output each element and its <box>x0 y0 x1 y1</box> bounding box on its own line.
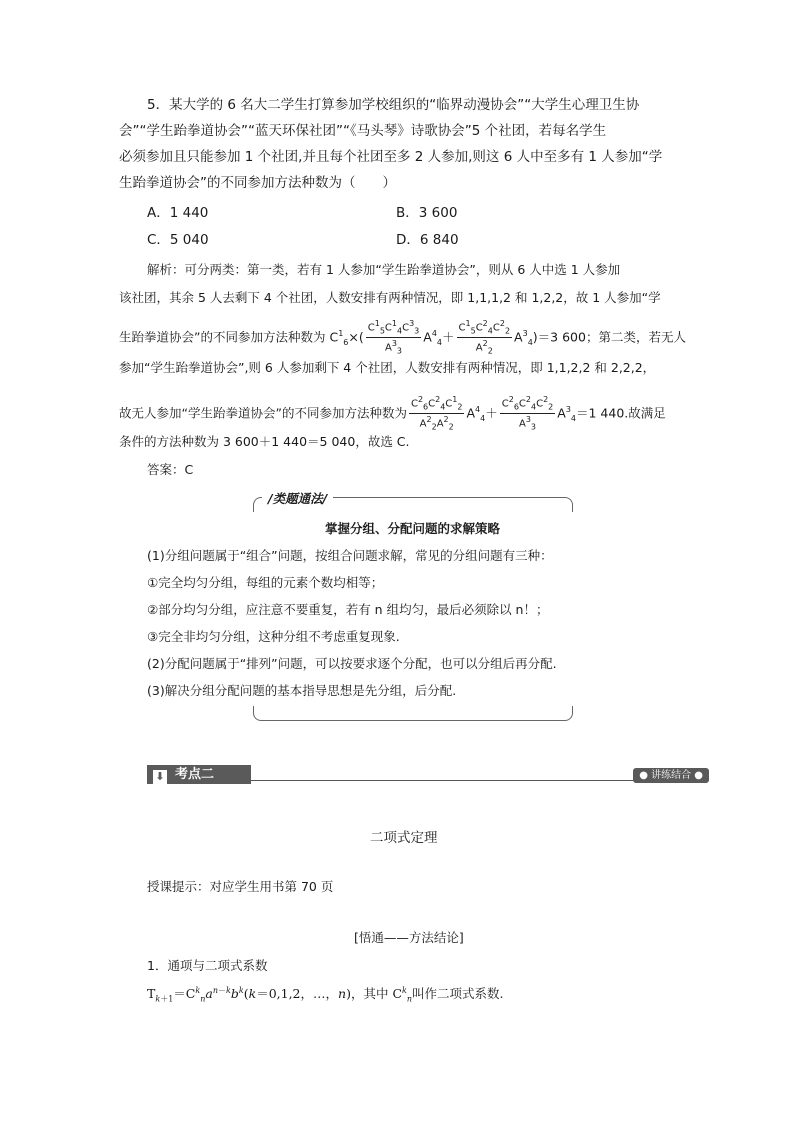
question-line-3: 必须参加且只能参加 1 个社团,并且每个社团至多 2 人参加,则这 6 人中至多有 1 人参加“学 <box>119 149 663 165</box>
solution-line-5-end: ＝1 440.故满足 <box>576 405 666 421</box>
solution-line-5-text: 故无人参加“学生跆拳道协会”的不同参加方法种数为 <box>119 405 407 421</box>
box-line-3: ②部分均匀分组，应注意不要重复，若有 n 组均匀，最后必须除以 n！； <box>147 602 549 617</box>
formula-t: T <box>147 986 156 1001</box>
fraction-3: $\frac{C^2_6C^2_4C^1_2}{A^2_2A^2_2}$ <box>410 395 463 432</box>
option-c: C．5 040 <box>147 232 209 248</box>
solution-line-1: 解析：可分两类：第一类，若有 1 人参加“学生跆拳道协会”，则从 6 人中选 1 人参加 <box>147 262 621 277</box>
answer: 答案：C <box>147 462 194 477</box>
box-line-1: (1)分组问题属于“组合”问题，按组合问题求解，常见的分组问题有三种： <box>147 548 553 563</box>
solution-line-3: 生跆拳道协会”的不同参加方法种数为 $C^1_6\times$( $\frac{C^1_5C^1_4C^3_3}{A^3_3}$ $A^4_4+$ $\frac{C^1_5C^2_4C^2_2}{A^2_2}$ $A^3_4)=3$ 600；第二类，若无人 <box>119 319 686 356</box>
solution-line-5: 故无人参加“学生跆拳道协会”的不同参加方法种数为 $\frac{C^2_6C^2_4C^1_2}{A^2_2A^2_2}$ $A^4_4+$ $\frac{C^2_6C^2_4C^2_2}{A^3_3}$ $A^3_4=1$ 440.故满足 <box>119 395 666 432</box>
box-title: /类题通法/ <box>262 489 333 507</box>
teaching-hint: 授课提示：对应学生用书第 70 页 <box>147 879 334 894</box>
box-bottom-border <box>253 706 573 721</box>
option-d: D．6 840 <box>396 232 459 248</box>
subheading: [悟通——方法结论] <box>354 930 464 945</box>
box-line-5: (2)分配问题属于“排列”问题，可以按要求逐个分配，也可以分组后再分配. <box>147 656 557 671</box>
section-tag-text: 讲练结合 <box>651 770 692 781</box>
question-line-2: 会”“学生跆拳道协会”“蓝天环保社团”“《马头琴》诗歌协会”5 个社团，若每名学生 <box>119 123 607 139</box>
box-line-6: (3)解决分组分配问题的基本指导思想是先分组，后分配. <box>147 683 457 698</box>
formula-end: 叫作二项式系数. <box>412 986 504 1001</box>
solution-line-4: 参加“学生跆拳道协会”,则 6 人参加剩下 4 个社团，人数安排有两种情况，即 1,1,2,2 和 2,2,2， <box>119 360 656 375</box>
section-bar <box>147 765 709 784</box>
item-1-heading: 1．通项与二项式系数 <box>147 958 268 973</box>
option-b: B．3 600 <box>396 205 458 221</box>
solution-line-2: 该社团，其余 5 人去剩下 4 个社团，人数安排有两种情况，即 1,1,1,2 和 1,2,2，故 1 人参加“学 <box>119 290 661 305</box>
box-heading: 掌握分组、分配问题的求解策略 <box>325 521 501 536</box>
solution-line-3-text: 生跆拳道协会”的不同参加方法种数为 C <box>119 329 339 345</box>
solution-line-6: 条件的方法种数为 3 600＋1 440＝5 040，故选 C. <box>119 434 410 449</box>
section-label <box>147 765 251 784</box>
formula-rest: ，其中 C <box>350 986 403 1001</box>
question-line-1: 5．某大学的 6 名大二学生打算参加学校组织的“临界动漫协会”“大学生心理卫生协 <box>147 97 640 113</box>
fraction-4: $\frac{C^2_6C^2_4C^2_2}{A^3_3}$ <box>501 395 554 432</box>
fraction-1: $\frac{C^1_5C^1_4C^3_3}{A^3_3}$ <box>367 319 420 356</box>
box-title-text: 类题通法 <box>272 491 323 506</box>
arrow-down-icon: ⬇ <box>153 770 167 784</box>
box-line-2: ①完全均匀分组，每组的元素个数均相等； <box>147 575 384 590</box>
section-label-text: 考点二 <box>175 767 215 782</box>
section-title: 二项式定理 <box>370 830 438 846</box>
solution-line-3-end: ＝3 600；第二类，若无人 <box>537 329 686 345</box>
fraction-2: $\frac{C^1_5C^2_4C^2_2}{A^2_2}$ <box>458 319 511 356</box>
binomial-formula: $T_{k+1}=C^k_na^{n-k}b^k(k=0,1,2$，…，n)，其中 $C^k_n$叫作二项式系数. <box>147 985 504 1004</box>
box-line-4: ③完全非均匀分组，这种分组不考虑重复现象. <box>147 629 400 644</box>
question-line-4: 生跆拳道协会”的不同参加方法种数为（ ） <box>119 175 396 191</box>
option-a: A．1 440 <box>147 205 209 221</box>
section-tag: ● 讲练结合 ● <box>633 768 709 783</box>
